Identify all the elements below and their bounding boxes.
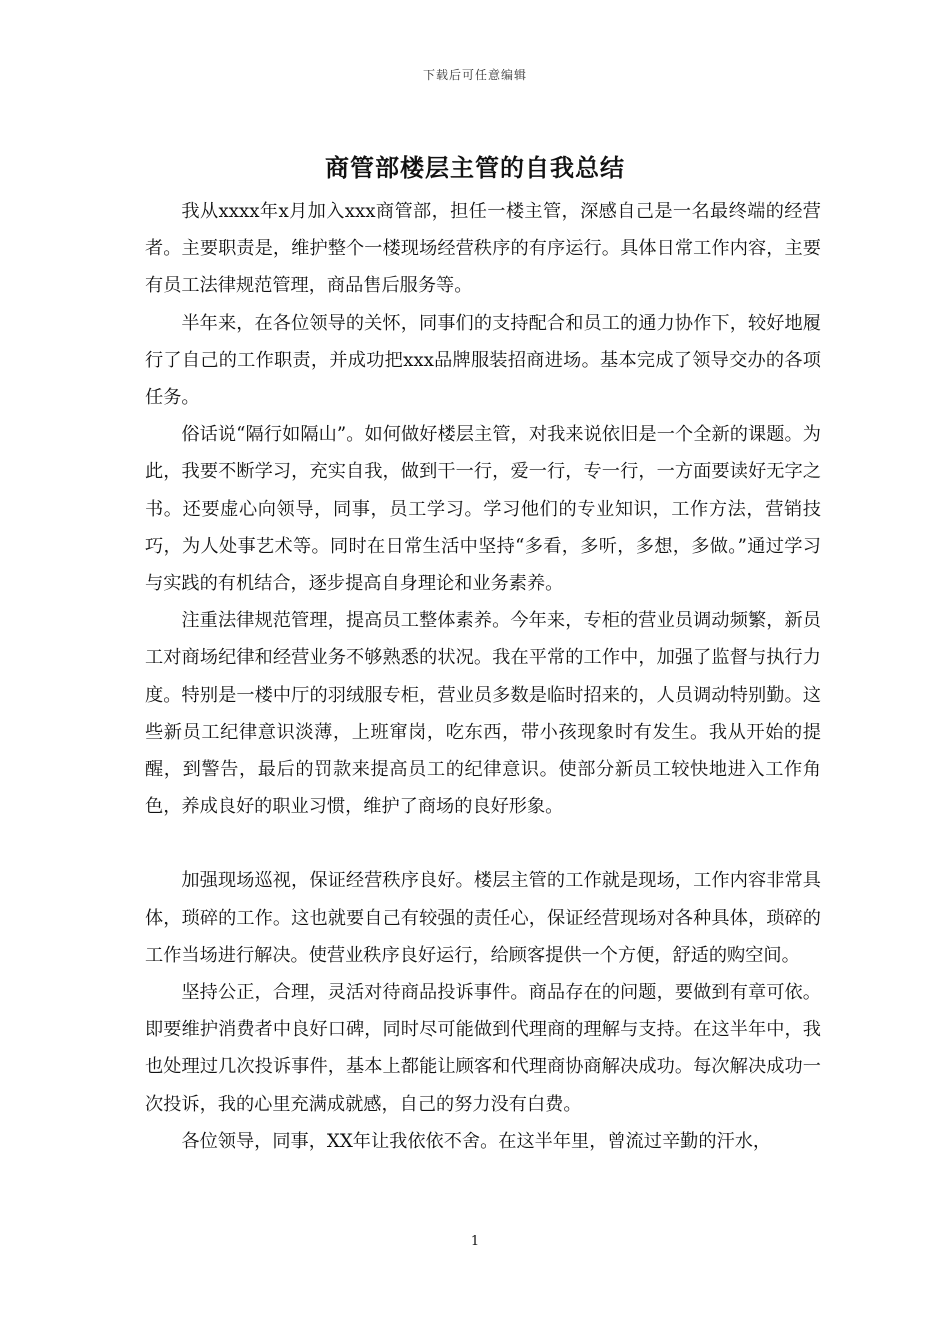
paragraph-3: 俗话说“隔行如隔山”。如何做好楼层主管，对我来说依旧是一个全新的课题。为此，我要不断学习，充实自我，做到干一行，爱一行，专一行，一方面要读好无字之书。还要虚心向领导，同事，员工学习。学习他们的专业知识，工作方法，营销技巧，为人处事艺术等。同时在日常生活中坚持“多看，多听，多想，多做。”通过学习与实践的有机结合，逐步提高自身理论和业务素养。 [145,424,821,595]
paragraph-6: 坚持公正，合理，灵活对待商品投诉事件。商品存在的问题，要做到有章可依。即要维护消费者中良好口碑，同时尽可能做到代理商的理解与支持。在这半年中，我也处理过几次投诉事件，基本上都能让顾客和代理商协商解决成功。每次解决成功一次投诉，我的心里充满成就感，自己的努力没有白费。 [145,982,821,1115]
header-note: 下载后可任意编辑 [422,68,527,82]
paragraph-5: 加强现场巡视，保证经营秩序良好。楼层主管的工作就是现场，工作内容非常具体，琐碎的工作。这也就要自己有较强的责任心，保证经营现场对各种具体，琐碎的工作当场进行解决。使营业秩序良好运行，给顾客提供一个方便，舒适的购空间。 [145,870,821,966]
document-title: 商管部楼层主管的自我总结 [325,153,625,182]
page-number: 1 [470,1234,480,1249]
paragraph-7: 各位领导，同事，XX年让我依依不舍。在这半年里，曾流过辛勤的汗水， [181,1130,772,1152]
paragraph-1: 我从xxxx年x月加入xxx商管部，担任一楼主管，深感自己是一名最终端的经营者。主要职责是，维护整个一楼现场经营秩序的有序运行。具体日常工作内容，主要有员工法律规范管理，商品售后服务等。 [145,201,821,297]
paragraph-2: 半年来，在各位领导的关怀，同事们的支持配合和员工的通力协作下，较好地履行了自己的工作职责，并成功把xxx品牌服装招商进场。基本完成了领导交办的各项任务。 [145,312,821,409]
document-body [145,193,821,1160]
paragraph-4: 注重法律规范管理，提高员工整体素养。今年来，专柜的营业员调动频繁，新员工对商场纪律和经营业务不够熟悉的状况。我在平常的工作中，加强了监督与执行力度。特别是一楼中厅的羽绒服专柜，营业员多数是临时招来的，人员调动特别勤。这些新员工纪律意识淡薄，上班窜岗，吃东西，带小孩现象时有发生。我从开始的提醒，到警告，最后的罚款来提高员工的纪律意识。使部分新员工较快地进入工作角色，养成良好的职业习惯，维护了商场的良好形象。 [145,610,821,818]
